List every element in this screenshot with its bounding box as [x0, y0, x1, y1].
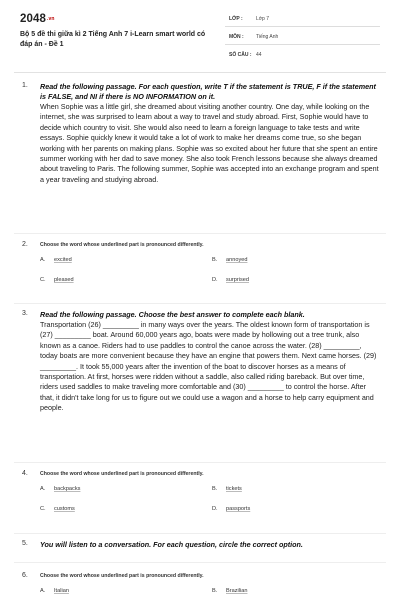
answer-options: [40, 588, 380, 600]
option-a[interactable]: A. Italian: [40, 588, 69, 594]
question-number: 6.: [22, 572, 28, 579]
question-number: 4.: [22, 470, 28, 477]
question-separator: [14, 303, 386, 304]
meta-key: SỐ CÂU :: [229, 52, 252, 58]
question-number: 1.: [22, 82, 28, 89]
question-number: 3.: [22, 310, 28, 317]
reading-passage: When Sophie was a little girl, she dreamed about visiting another country. One day, while looking on the internet, she was surprised to learn about a way to travel and study abroad. First, Sophie would have to decide which country to visit. She would also need to learn a foreign language to take tests and write essays. Sophie quickly knew it would take a lot of work to make her dreams come true, so she began working with her parents on making plans. Sophie was so excited about her future that she spent an entire summer working with her dad to save money. She also took French lessons because she always dreamed about traveling to Paris. The following summer, Sophie was accepted into an exchange program and spent a year traveling and studying abroad.: [40, 102, 379, 184]
option-a[interactable]: A. backpacks: [40, 486, 81, 492]
option-d[interactable]: D. passports: [212, 506, 251, 512]
option-a[interactable]: A. excited: [40, 257, 72, 263]
option-d[interactable]: D. surprised: [212, 277, 250, 283]
site-logo[interactable]: 2048.vn: [20, 13, 55, 25]
meta-row-class: [225, 13, 380, 27]
question-instruction: Choose the word whose underlined part is pronounced differently.: [40, 242, 204, 248]
question-separator: [14, 533, 386, 534]
question-instruction: Read the following passage. Choose the best answer to complete each blank.: [40, 310, 305, 319]
question-instruction: You will listen to a conversation. For each question, circle the correct option.: [40, 540, 303, 549]
meta-value: 44: [256, 52, 262, 58]
cloze-passage: Transportation (26) _________ in many ways over the years. The oldest known form of transportation is (27) _________ boat. Around 60,000 years ago, boats were made by hollowing out a tree trunk, also known as a canoe. Riders had to use paddles to control the canoe across the water. (28) _________, today boats are more convenient because they have an engine that powers them. Next came horses. (29) _________. It took 55,000 years after the invention of the boat to discover horses as a means of transportation. At first, horses were ridden without a saddle, also called riding bareback. But over time, riders used saddles to make traveling more comfortable and (30) _________ to control the horse. After that, it didn't take long for us to figure out we could use a wagon and a horse to help carry equipment and people.: [40, 320, 377, 413]
option-b[interactable]: B. annoyed: [212, 257, 248, 263]
header-divider: [14, 72, 386, 73]
question-number: 2.: [22, 241, 28, 248]
meta-key: MÔN :: [229, 34, 244, 40]
option-c[interactable]: C. pleased: [40, 277, 74, 283]
meta-row-subject: [225, 31, 380, 45]
option-b[interactable]: B. tickets: [212, 486, 242, 492]
question-instruction: Read the following passage. For each question, write T if the statement is TRUE, F if the statement is FALSE, and NI if there is NO INFORMATION on it.: [40, 82, 376, 101]
meta-key: LỚP :: [229, 16, 243, 22]
meta-row-count: [225, 49, 380, 63]
question-number: 5.: [22, 540, 28, 547]
document-title: Bộ 5 đề thi giữa kì 2 Tiếng Anh 7 i-Learn smart world có đáp án - Đề 1: [20, 31, 206, 48]
meta-value: Lớp 7: [256, 16, 270, 22]
meta-table: [225, 13, 380, 63]
option-c[interactable]: C. customs: [40, 506, 75, 512]
meta-value: Tiếng Anh: [256, 34, 279, 40]
page-header: [0, 0, 400, 68]
option-b[interactable]: B. Brazilian: [212, 588, 248, 594]
answer-options: [40, 486, 380, 522]
question-separator: [14, 233, 386, 234]
question-instruction: Choose the word whose underlined part is pronounced differently.: [40, 573, 204, 579]
question-instruction: Choose the word whose underlined part is pronounced differently.: [40, 471, 204, 477]
answer-options: [40, 257, 380, 293]
question-separator: [14, 462, 386, 463]
question-separator: [14, 562, 386, 563]
